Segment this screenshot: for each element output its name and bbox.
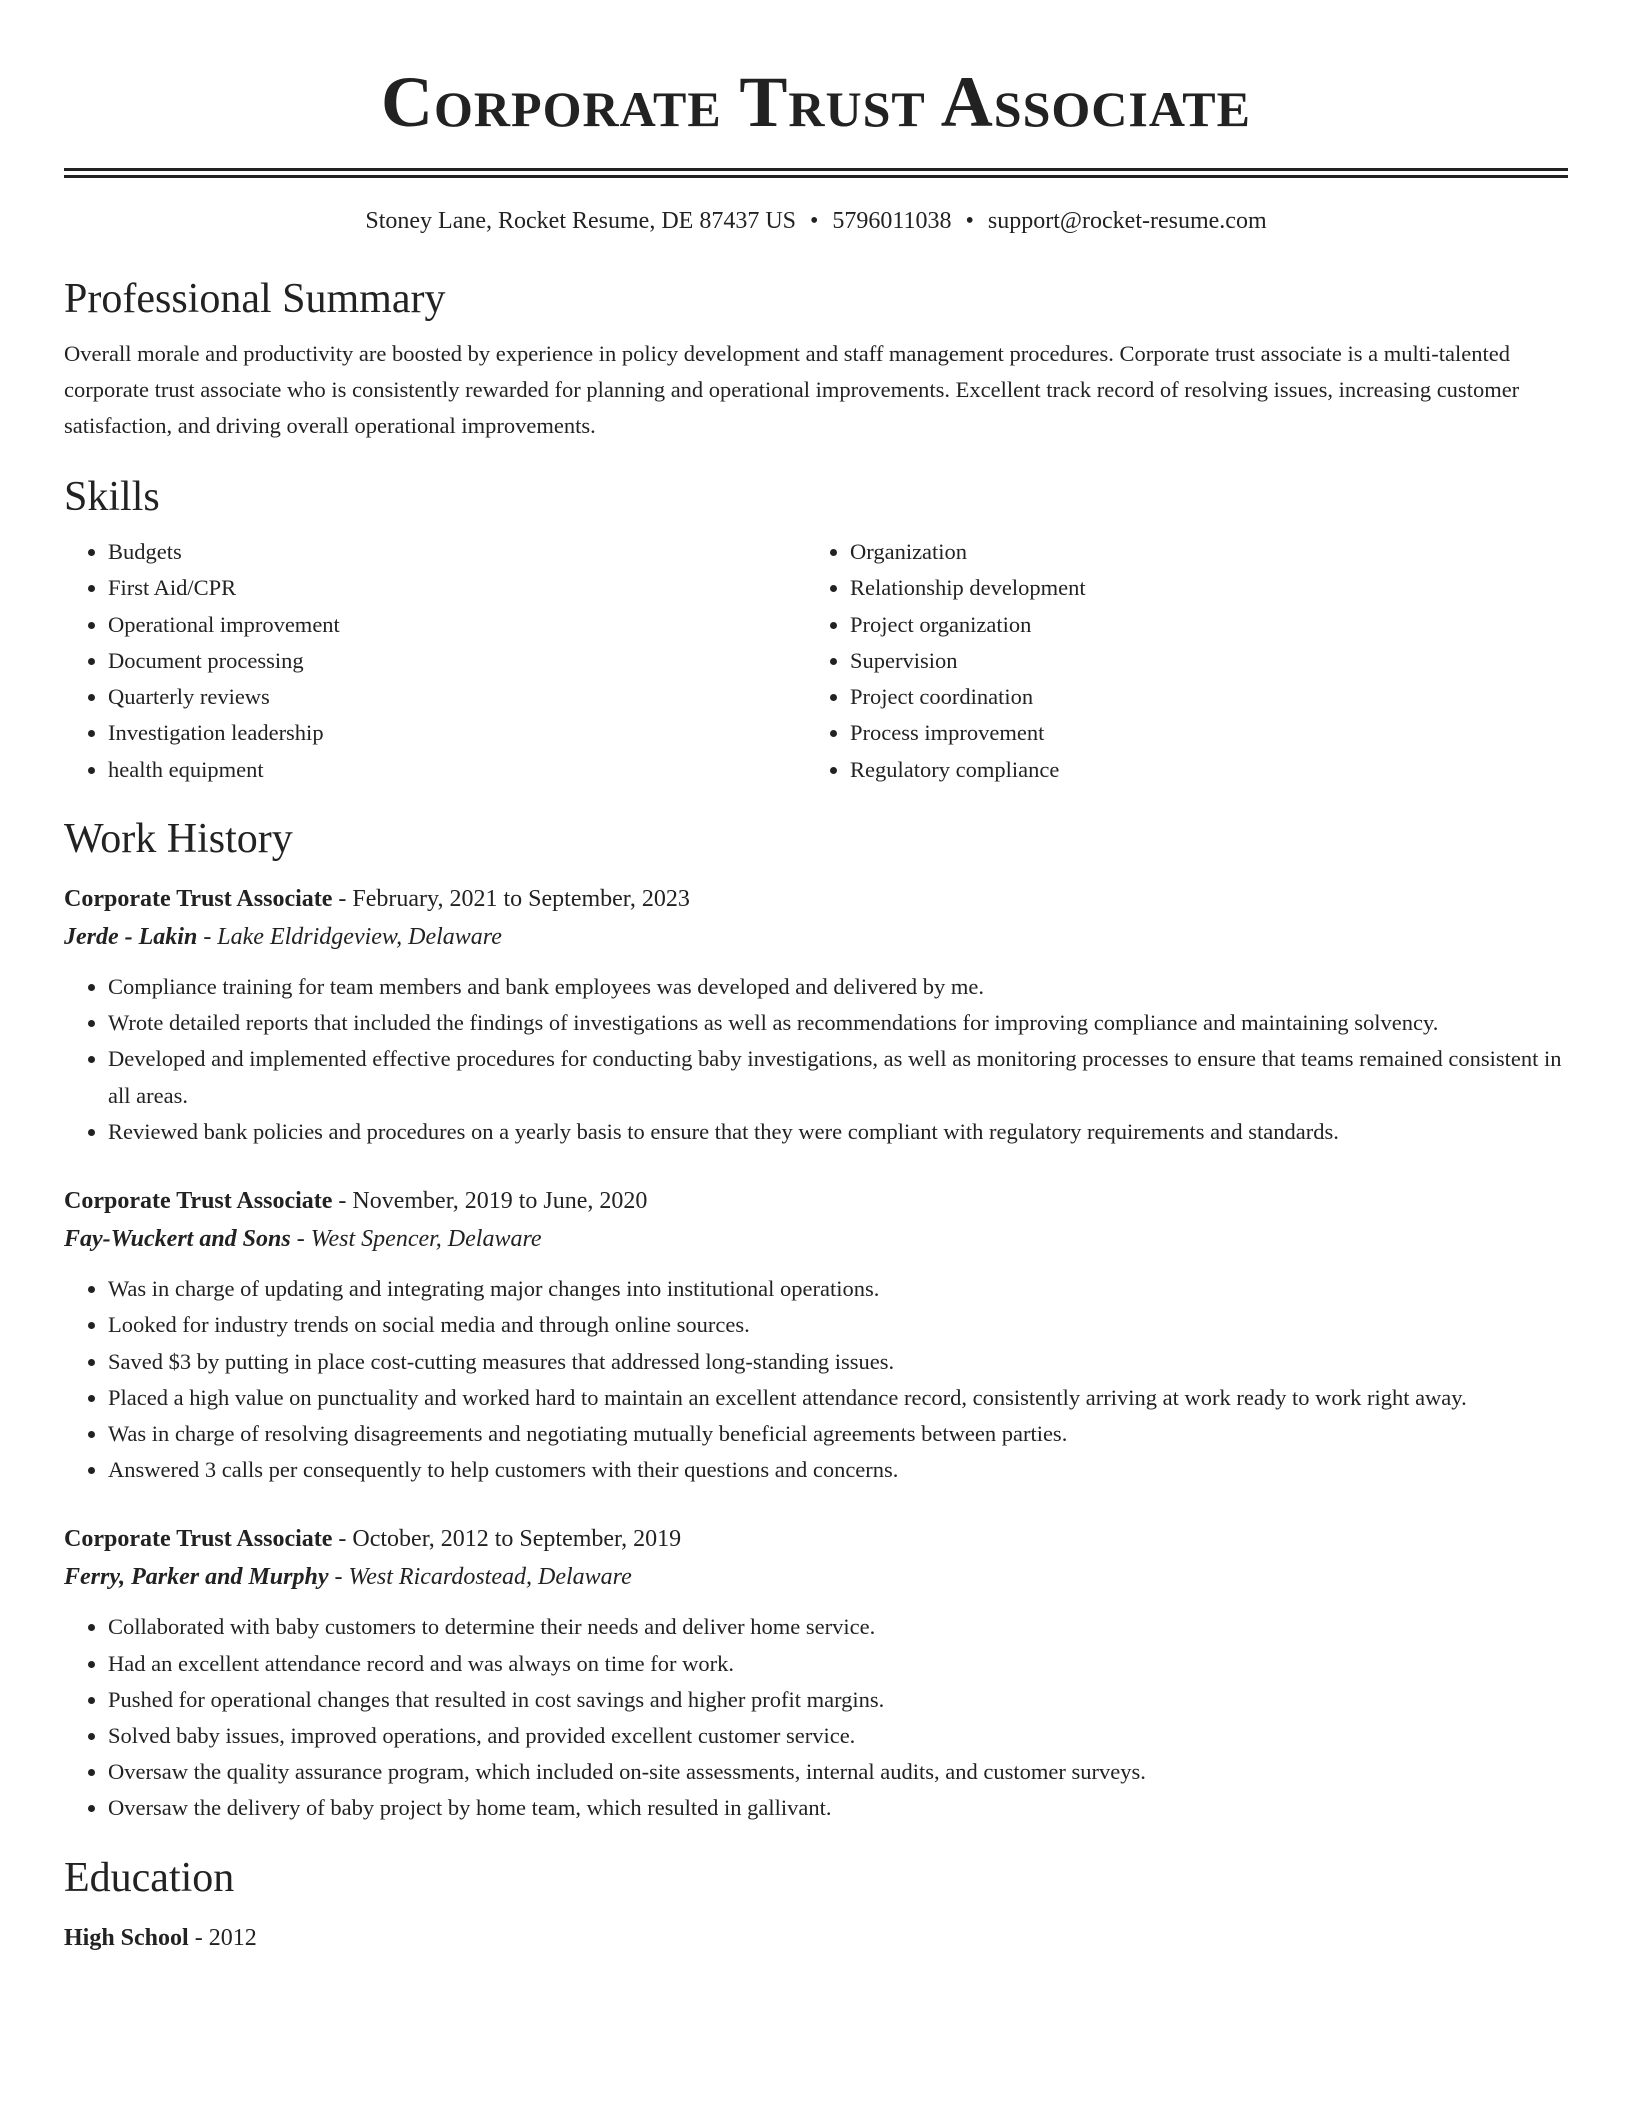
job-bullet: • Compliance training for team members and bank employees was developed and delivered by me. [108,969,1568,1005]
skill-item: • First Aid/CPR [108,570,806,606]
skill-item: • Investigation leadership [108,715,806,751]
education-year: - 2012 [188,1924,257,1951]
job-location: - West Ricardostead, Delaware [328,1564,632,1591]
job-title-line [64,1182,1568,1220]
job-company: Jerde - Lakin [64,924,198,951]
skills-section [64,472,1568,788]
skill-item: • Organization [850,534,1548,570]
job-company-line [64,1220,1568,1258]
job-bullets [64,1609,1568,1826]
job-bullet: • Reviewed bank policies and procedures on a yearly basis to ensure that they were compliant with regulatory requirements and standards. [108,1114,1568,1150]
skill-item: • Regulatory compliance [850,752,1548,788]
job-bullet: • Wrote detailed reports that included the findings of investigations as well as recommendations for improving compliance and maintaining solvency. [108,1005,1568,1041]
job-bullet: • Developed and implemented effective procedures for conducting baby investigations, as well as monitoring processes to ensure that teams remained consistent in all areas. [108,1041,1568,1113]
summary-text: Overall morale and productivity are boosted by experience in policy development and staff management procedures. Corporate trust associate is a multi-talented corporate trust associate who is consistently rewarded for planning and operational improvements. Excellent track record of resolving issues, increasing customer satisfaction, and driving overall operational improvements. [64,341,1520,438]
job-bullet: • Was in charge of resolving disagreements and negotiating mutually beneficial agreements between parties. [108,1416,1568,1452]
job-dates: - November, 2019 to June, 2020 [332,1188,648,1215]
skill-item: • Document processing [108,643,806,679]
job-bullets [64,969,1568,1150]
job-title: Corporate Trust Associate [64,1526,333,1553]
skills-left-list [64,534,806,788]
job-company: Ferry, Parker and Murphy [64,1564,329,1591]
education-heading: Education [64,1854,235,1901]
job-entry [64,1520,1568,1826]
work-history-section [64,814,1568,1826]
job-bullet: • Was in charge of updating and integrating major changes into institutional operations. [108,1271,1568,1307]
job-entry [64,880,1568,1150]
job-location: - West Spencer, Delaware [290,1226,542,1253]
header-double-rule [64,168,1568,178]
job-entry [64,1182,1568,1488]
job-bullet: • Had an excellent attendance record and was always on time for work. [108,1646,1568,1682]
skill-item: • Project coordination [850,679,1548,715]
skills-heading: Skills [64,474,160,520]
job-title-line [64,880,1568,918]
contact-separator: • [810,208,819,234]
education-section [64,1853,1568,1957]
job-bullet: • Oversaw the quality assurance program, which included on-site assessments, internal audits, and customer surveys. [108,1754,1568,1790]
job-bullet: • Solved baby issues, improved operations, and provided excellent customer service. [108,1718,1568,1754]
contact-address: Stoney Lane, Rocket Resume, DE 87437 US [365,208,796,234]
job-title: Corporate Trust Associate [64,1188,333,1215]
education-degree: High School [64,1924,189,1951]
skills-right-list [806,534,1548,788]
skill-item: • Relationship development [850,570,1548,606]
skill-item: • Project organization [850,607,1548,643]
summary-heading: Professional Summary [64,276,446,322]
work-history-heading: Work History [64,816,293,863]
job-company: Fay-Wuckert and Sons [64,1226,291,1253]
contact-separator: • [965,208,974,234]
skill-item: • Process improvement [850,715,1548,751]
skill-item: • Operational improvement [108,607,806,643]
skills-columns [64,534,1568,788]
job-bullet: • Oversaw the delivery of baby project by home team, which resulted in gallivant. [108,1790,1568,1826]
summary-section [64,274,1568,444]
job-bullet: • Looked for industry trends on social media and through online sources. [108,1307,1568,1343]
contact-line [64,206,1568,236]
job-bullet: • Saved $3 by putting in place cost-cutting measures that addressed long-standing issues. [108,1344,1568,1380]
job-location: - Lake Eldridgeview, Delaware [197,924,502,951]
job-company-line [64,918,1568,956]
contact-email: support@rocket-resume.com [987,208,1267,234]
job-bullet: • Pushed for operational changes that resulted in cost savings and higher profit margins. [108,1682,1568,1718]
contact-phone: 5796011038 [832,208,952,234]
skill-item: • Budgets [108,534,806,570]
job-bullet: • Collaborated with baby customers to determine their needs and deliver home service. [108,1609,1568,1645]
job-title: Corporate Trust Associate [64,886,333,913]
skill-item: • health equipment [108,752,806,788]
job-bullets [64,1271,1568,1488]
skill-item: • Quarterly reviews [108,679,806,715]
job-title-line [64,1520,1568,1558]
job-bullet: • Answered 3 calls per consequently to help customers with their questions and concerns. [108,1452,1568,1488]
skill-item: • Supervision [850,643,1548,679]
resume-name: Corporate Trust Associate [381,62,1251,142]
job-bullet: • Placed a high value on punctuality and worked hard to maintain an excellent attendance record, consistently arriving at work ready to work right away. [108,1380,1568,1416]
job-dates: - February, 2021 to September, 2023 [332,886,690,913]
job-dates: - October, 2012 to September, 2019 [332,1526,682,1553]
education-entry [64,1919,1568,1957]
job-company-line [64,1558,1568,1596]
